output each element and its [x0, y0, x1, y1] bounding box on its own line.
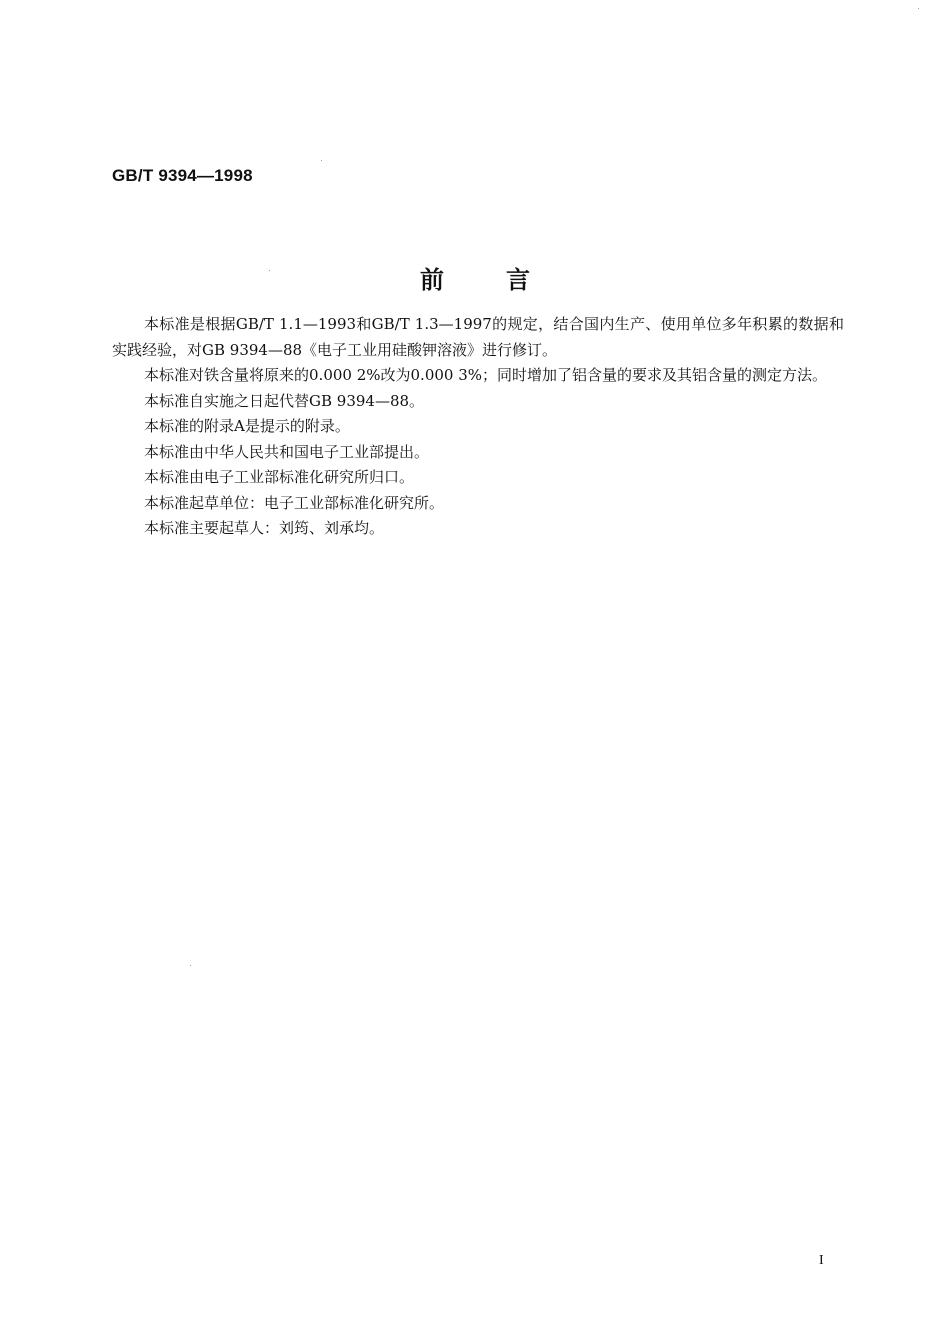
paragraph: 本标准的附录A是提示的附录。	[144, 417, 350, 435]
paragraph: 本标准是根据GB/T 1.1—1993和GB/T 1.3—1997的规定，结合国内生产、使用单位多年积累的数据和实践经验，对GB 9394—88《电子工业用硅酸钾溶液》进行修订。	[112, 315, 844, 359]
page-number: I	[819, 1253, 824, 1268]
paragraph: 本标准由电子工业部标准化研究所归口。	[144, 468, 415, 486]
page-title: 前言	[420, 266, 592, 294]
paragraph: 本标准对铁含量将原来的0.000 2%改为0.000 3%；同时增加了铝含量的要求及其铝含量的测定方法。	[144, 366, 828, 384]
scan-speck	[321, 160, 322, 161]
paragraph: 本标准主要起草人：刘筠、刘承均。	[144, 519, 385, 537]
standard-code: GB/T 9394—1998	[112, 166, 253, 185]
paragraph: 本标准自实施之日起代替GB 9394—88。	[144, 391, 425, 410]
paragraph: 本标准由中华人民共和国电子工业部提出。	[144, 442, 430, 461]
scan-speck	[190, 965, 191, 966]
scan-speck	[918, 8, 919, 9]
paragraph: 本标准起草单位：电子工业部标准化研究所。	[144, 493, 445, 512]
foreword-body	[112, 312, 844, 542]
scan-speck	[269, 270, 270, 271]
